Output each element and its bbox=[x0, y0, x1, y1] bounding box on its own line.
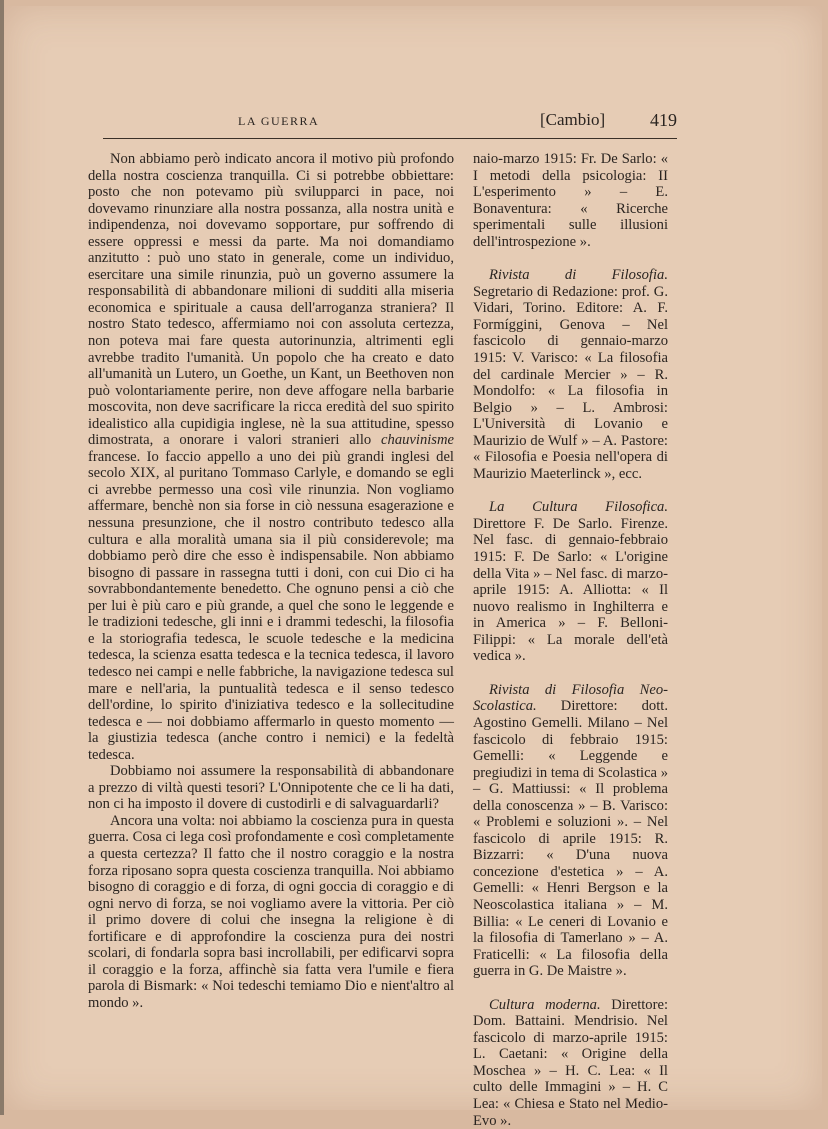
review-entry-neo-scolastica bbox=[473, 682, 668, 980]
paragraph-3: Ancora una volta: noi abbiamo la coscienza pura in questa guerra. Cosa ci lega così profondamente e così completamente a questa certezza? Il fatto che il nostro coraggio e la nostra forza riposano sopra questa coscienza tranquilla. Noi abbiamo bisogno di coraggio e di forza, di ogni goccia di coraggio e di ogni nervo di forza, se noi vogliamo avere la vittoria. Per ciò il primo dovere di colui che insegna la religione è di fortificare e di approfondire la coscienza pura dei nostri scolari, di fondarla sopra basi incrollabili, per edificarvi sopra il coraggio e la forza, affinchè sia fatta vera l'umile e fiera parola di Bismark: « Noi tedeschi temiamo Dio e nient'altro al mondo ». bbox=[88, 812, 454, 1011]
journal-text: Direttore F. De Sarlo. Firenze. Nel fasc. di gennaio-febbraio 1915: F. De Sarlo: « L'origine della Vita » – Nel fasc. di marzo-aprile 1915: A. Alliotta: « Il nuovo realismo in Inghilterra e in America » – F. Belloni-Filippi: « La morale dell'età vedica ». bbox=[473, 515, 668, 665]
paragraph-1-text: Non abbiamo però indicato ancora il motivo più profondo della nostra coscienza tranquilla. Ci si potrebbe obbiettare: posto che non potevamo più svilupparci in pace, noi dovevamo rinunziare alla nostra possanza, alla nostra unità e indipendenza, noi dovevamo sopportare, pur soffrendo di essere oppressi e messi da parte. Ma noi domandiamo anzitutto : può uno stato in generale, come un individuo, esercitare una simile rinunzia, può un governo assumere la responsabilità di abbandonare milioni di sudditi alla miseria economica e spirituale a causa dell'arroganza straniera? Il nostro Stato tedesco, affermiamo noi con assoluta certezza, non poteva mai fare questa autorinunzia, altrimenti egli avrebbe tradito l'umanità. Un popolo che ha creato e dato all'umanità un Lutero, un Goethe, un Kant, un Beethoven non può volontariamente perire, non deve affogare nella barbarie moscovita, non deve sacrificare la ricca eredità del suo spirito idealistico alla cupidigia inglese, nè la sua attitudine, spesso dimostrata, a onorare i valori stranieri allo bbox=[88, 151, 454, 449]
section-tag: [Cambio] bbox=[540, 110, 606, 129]
review-entry-cultura-moderna bbox=[473, 997, 668, 1129]
review-entry-continued: naio-marzo 1915: Fr. De Sarlo: « I metodi della psicologia: II L'esperimento » – E. Bonaventura: « Ricerche sperimentali sulle illusioni dell'introspezione ». bbox=[473, 151, 668, 250]
paragraph-1-rest: francese. Io faccio appello a uno dei più grandi inglesi del secolo XIX, al puritano Tommaso Carlyle, e domando se egli ci avrebbe permesso una così vile rinunzia. Non vogliamo affermare, benchè non sia forse in ciò nessuna esagerazione e nessuna presunzione, che il nostro contributo tedesco alla cultura e alla moralità umana sia il più considerevole; ma dobbiamo però dire che esso è indispensabile. Non abbiamo bisogno di passare in rassegna tutti i doni, con cui Dio ci ha sovrabbondantemente benedetto. Che ognuno pensi a ciò che per lui è più caro e più grande, a quel che sono le leggende e le tradizioni tedesche, gli inni e i drammi tedeschi, la filosofia e la storiografia tedesca, le scuole tedesche e la medicina tedesca, la scienza esatta tedesca e la tecnica tedesca, il lavoro tedesco nei campi e nelle fabbriche, la navigazione tedesca sul mare e nell'aria, la puntualità tedesca e il senso tedesco dell'ordine, lo spirito d'iniziativa tedesco e la sollecitudine tedesca e — noi dobbiamo affermarlo in questo momento — la giustizia tedesca (anche contro i nemici) e la fedeltà tedesca. bbox=[88, 448, 454, 763]
journal-title: La Cultura Filosofica. bbox=[489, 499, 668, 516]
journal-title: Rivista di Filosofia. bbox=[489, 267, 668, 284]
page-number: 419 bbox=[650, 110, 677, 130]
review-entry-cultura-filosofica bbox=[473, 499, 668, 664]
section-title: LA GUERRA bbox=[238, 114, 320, 128]
main-text-column bbox=[88, 151, 454, 1011]
journal-title: Cultura moderna. bbox=[489, 996, 601, 1013]
review-entry-rivista-di-filosofia bbox=[473, 267, 668, 482]
paragraph-2: Dobbiamo noi assumere la responsabilità di abbandonare a prezzo di viltà questi tesori? L'Onnipotente che ce li ha dati, non ci ha imposto il dovere di custodirli e di salvaguardarli? bbox=[88, 763, 454, 813]
journal-text: Segretario di Redazione: prof. G. Vidari, Torino. Editore: A. F. Formíggini, Genova – Nel fascicolo di gennaio-marzo 1915: V. Varisco: « La filosofia del cardinale Mercier » – R. Mondolfo: « La filosofia in Belgio » – L. Ambrosi: L'Università di Lovanio e Maurizio de Wulf » – A. Pastore: « Filosofia e Poesia nell'opera di Maurizio Maeterlinck », ecc. bbox=[473, 283, 668, 482]
review-column bbox=[473, 151, 668, 1129]
journal-title: Rivista di Filosofia Neo-Scolastica. bbox=[473, 681, 668, 715]
journal-text: Direttore: Dom. Battaini. Mendrisio. Nel fascicolo di marzo-aprile 1915: L. Caetani: « Origine della Moschea » – H. C. Lea: « Il culto delle Immagini » – H. C Lea: « Chiesa e Stato nel Medio-Evo ». bbox=[473, 996, 668, 1129]
journal-text: Direttore: dott. Agostino Gemelli. Milano – Nel fascicolo di febbraio 1915: Gemelli: « Leggende e pregiudizi in tema di Scolastica » – G. Mattiussi: « Il problema della conoscenza » – B. Varisco: « Problemi e soluzioni ». – Nel fascicolo di aprile 1915: R. Bizzarri: « D'una nuova concezione d'estetica » – A. Gemelli: « Henri Bergson e la Neoscolastica italiana » – M. Billia: « Le ceneri di Lovanio e la filosofia di Tamerlano » – A. Fraticelli: « La filosofia della guerra in G. De Maistre ». bbox=[473, 698, 668, 980]
paragraph-1 bbox=[88, 151, 454, 763]
paragraph-1-italic: chauvinisme bbox=[381, 432, 454, 449]
running-header bbox=[103, 108, 677, 139]
